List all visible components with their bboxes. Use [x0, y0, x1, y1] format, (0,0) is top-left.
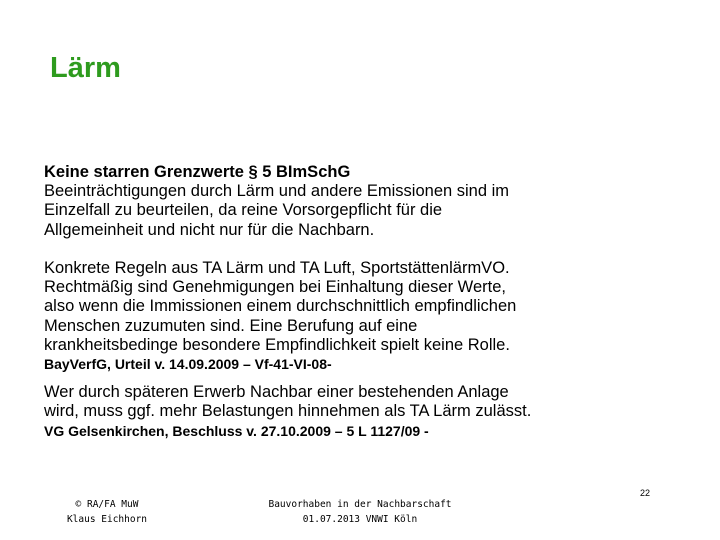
section-concrete-rules — [44, 259, 694, 373]
text-line: Einzelfall zu beurteilen, da reine Vorsorgepflicht für die — [44, 201, 443, 220]
text-line: also wenn die Immissionen einem durchschnittlich empfindlichen — [44, 297, 517, 316]
text-line: Rechtmäßig sind Genehmigungen bei Einhaltung dieser Werte, — [44, 278, 506, 297]
text-line: wird, muss ggf. mehr Belastungen hinnehmen als TA Lärm zulässt. — [44, 402, 532, 421]
footer-author-line: Klaus Eichhorn — [66, 514, 148, 525]
slide-title: Lärm — [50, 52, 121, 84]
page-number: 22 — [640, 488, 651, 498]
text-line: Allgemeinheit und nicht nur für die Nachbarn. — [44, 220, 375, 239]
section-heading: Keine starren Grenzwerte § 5 BImSchG — [44, 163, 351, 181]
text-line: Wer durch späteren Erwerb Nachbar einer bestehenden Anlage — [44, 383, 509, 401]
footer-event — [240, 497, 480, 527]
footer-event-line: Bauvorhaben in der Nachbarschaft — [268, 499, 452, 510]
footer-author-line: © RA/FA MuW — [75, 499, 139, 510]
text-line: Konkrete Regeln aus TA Lärm und TA Luft, SportstättenlärmVO. — [44, 259, 510, 277]
footer-author — [52, 497, 162, 527]
section-no-fixed-limits — [44, 163, 694, 240]
section-later-acquisition — [44, 383, 694, 440]
footer-event-line: 01.07.2013 VNWI Köln — [302, 514, 418, 525]
court-citation: BayVerfG, Urteil v. 14.09.2009 – Vf-41-VI-08- — [44, 356, 332, 373]
court-citation: VG Gelsenkirchen, Beschluss v. 27.10.2009 – 5 L 1127/09 - — [44, 423, 429, 440]
text-line: Menschen zuzumuten sind. Eine Berufung auf eine — [44, 316, 418, 335]
text-line: Beeinträchtigungen durch Lärm und andere Emissionen sind im — [44, 182, 510, 201]
text-line: krankheitsbedinge besondere Empfindlichkeit spielt keine Rolle. — [44, 335, 510, 354]
